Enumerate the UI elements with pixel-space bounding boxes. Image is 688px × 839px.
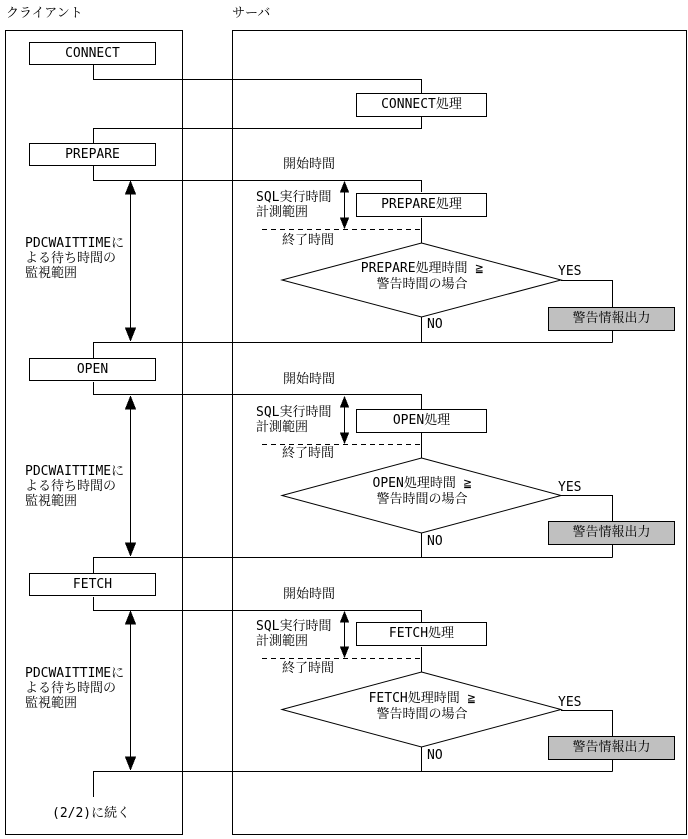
open-wait-monitor-line3: 監視範囲 — [25, 494, 78, 509]
prepare-wait-monitor-label — [25, 236, 124, 281]
open-wait-monitor-line1: PDCWAITTIMEに — [25, 464, 125, 479]
fetch-process-box: FETCH処理 — [356, 622, 487, 646]
open-wait-monitor-label — [25, 464, 124, 509]
open-decision-line2: 警告時間の場合 — [376, 492, 468, 507]
continue-note-label: (2/2)に続く — [52, 806, 131, 821]
open-process-box: OPEN処理 — [356, 409, 487, 433]
prepare-warning-output-box: 警告情報出力 — [548, 307, 675, 331]
prepare-decision-line2: 警告時間の場合 — [376, 277, 468, 292]
open-step-box: OPEN — [29, 358, 156, 381]
server-lane-label: サーバ — [232, 6, 271, 21]
client-lane-label: クライアント — [6, 6, 83, 21]
prepare-wait-monitor-line2: よる待ち時間の — [25, 251, 117, 266]
prepare-wait-monitor-line3: 監視範囲 — [25, 266, 78, 281]
fetch-decision-line1: FETCH処理時間 ≧ — [368, 691, 476, 706]
open-warning-output-box: 警告情報出力 — [548, 521, 675, 545]
open-sql-measure-arrow — [341, 397, 349, 443]
fetch-sql-measure-line1: SQL実行時間 — [256, 619, 332, 634]
open-wait-monitor-line2: よる待ち時間の — [25, 479, 117, 494]
prepare-sql-measure-label — [256, 190, 331, 220]
prepare-sql-measure-line2: 計測範囲 — [256, 205, 309, 220]
prepare-yes-label: YES — [558, 264, 582, 279]
fetch-no-label: NO — [427, 748, 443, 763]
fetch-wait-monitor-arrow — [126, 612, 136, 770]
prepare-sql-measure-arrow — [341, 182, 349, 228]
open-no-label: NO — [427, 534, 443, 549]
fetch-sql-measure-line2: 計測範囲 — [256, 634, 309, 649]
prepare-no-label: NO — [427, 317, 443, 332]
open-decision-line1: OPEN処理時間 ≧ — [372, 476, 472, 491]
prepare-step-box: PREPARE — [29, 143, 156, 166]
prepare-process-box: PREPARE処理 — [356, 193, 487, 217]
fetch-wait-monitor-line2: よる待ち時間の — [25, 681, 117, 696]
fetch-sql-measure-label — [256, 619, 331, 649]
open-yes-label: YES — [558, 480, 582, 495]
open-start-time-label: 開始時間 — [283, 372, 336, 387]
fetch-end-time-label: 終了時間 — [282, 661, 335, 676]
fetch-wait-monitor-label — [25, 666, 124, 711]
open-sql-measure-line1: SQL実行時間 — [256, 405, 332, 420]
prepare-wait-monitor-arrow — [126, 182, 136, 341]
fetch-step-box: FETCH — [29, 573, 156, 596]
prepare-decision-text — [302, 261, 542, 293]
prepare-decision-line1: PREPARE処理時間 ≧ — [360, 261, 484, 276]
prepare-start-time-label: 開始時間 — [283, 157, 336, 172]
fetch-yes-label: YES — [558, 695, 582, 710]
fetch-sql-measure-arrow — [341, 612, 349, 657]
fetch-warning-output-box: 警告情報出力 — [548, 736, 675, 760]
open-decision-text — [302, 476, 542, 508]
connect-step-box: CONNECT — [29, 42, 156, 65]
fetch-wait-monitor-line1: PDCWAITTIMEに — [25, 666, 125, 681]
open-wait-monitor-arrow — [126, 397, 136, 556]
open-sql-measure-line2: 計測範囲 — [256, 420, 309, 435]
fetch-decision-line2: 警告時間の場合 — [376, 707, 468, 722]
fetch-wait-monitor-line3: 監視範囲 — [25, 696, 78, 711]
open-end-time-label: 終了時間 — [282, 446, 335, 461]
prepare-end-time-label: 終了時間 — [282, 233, 335, 248]
connect-process-box: CONNECT処理 — [356, 93, 487, 117]
fetch-start-time-label: 開始時間 — [283, 587, 336, 602]
open-sql-measure-label — [256, 405, 331, 435]
fetch-decision-text — [302, 691, 542, 723]
prepare-wait-monitor-line1: PDCWAITTIMEに — [25, 236, 125, 251]
prepare-sql-measure-line1: SQL実行時間 — [256, 190, 332, 205]
